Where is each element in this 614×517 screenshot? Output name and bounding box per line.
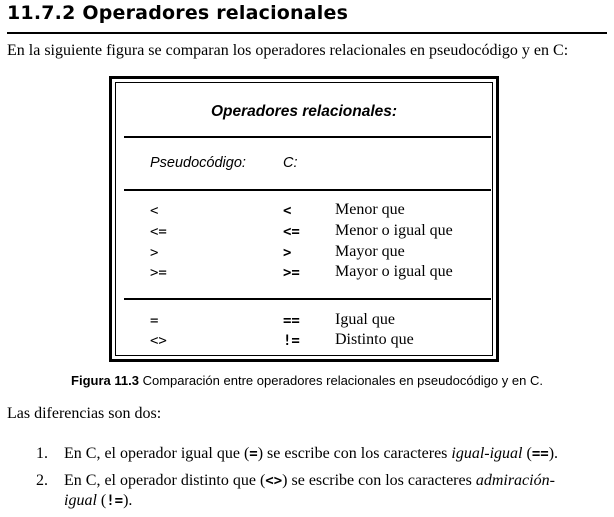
- emphasis: admiración-: [475, 472, 555, 489]
- inline-code: !=: [106, 493, 124, 509]
- differences-intro: Las diferencias son dos:: [7, 405, 162, 422]
- operator-meaning: Distinto que: [335, 331, 414, 348]
- pseudocode-operator: >=: [150, 265, 167, 281]
- text-run: ) se escribe con los caracteres: [257, 445, 452, 462]
- operator-row: [112, 203, 496, 223]
- c-operator: >=: [283, 265, 300, 281]
- caption-text: Comparación entre operadores relacionales en pseudocódigo y en C.: [138, 373, 543, 388]
- operator-row: [112, 224, 496, 244]
- list-number: 1.: [36, 445, 48, 462]
- list-text: [64, 444, 558, 464]
- c-operator: !=: [283, 333, 300, 349]
- list-text: [64, 471, 555, 491]
- pseudocode-operator: <: [150, 203, 159, 219]
- operator-row: [112, 245, 496, 265]
- heading-underline: [7, 32, 607, 34]
- inline-code: <>: [265, 473, 283, 489]
- pseudocode-operator: <>: [150, 333, 167, 349]
- emphasis: igual: [64, 492, 97, 509]
- text-run: En C, el operador igual que (: [64, 445, 250, 462]
- pseudocode-operator: >: [150, 245, 159, 261]
- figure-title: Operadores relacionales:: [210, 103, 398, 120]
- emphasis: igual-igual: [451, 445, 523, 462]
- operator-meaning: Mayor que: [335, 243, 405, 260]
- operator-meaning: Igual que: [335, 311, 395, 328]
- text-run: ) se escribe con los caracteres: [282, 472, 476, 489]
- c-operator: ==: [283, 313, 300, 329]
- c-operator: <=: [283, 224, 300, 240]
- operator-row: [112, 265, 496, 285]
- c-operator: >: [283, 245, 292, 261]
- inline-code: ==: [531, 446, 549, 462]
- column-header-c: C:: [283, 155, 298, 171]
- list-number: 2.: [36, 472, 48, 489]
- figure-box: [109, 76, 499, 362]
- operator-meaning: Menor o igual que: [335, 222, 453, 239]
- caption-label: Figura 11.3: [71, 373, 139, 388]
- column-header-pseudocode: Pseudocódigo:: [150, 155, 246, 171]
- text-run: (: [522, 445, 532, 462]
- text-run: En C, el operador distinto que (: [64, 472, 266, 489]
- inline-code: =: [249, 446, 258, 462]
- list-text-continuation: [64, 491, 132, 511]
- section-number: 11.7.2: [7, 2, 76, 24]
- intro-paragraph: En la siguiente figura se comparan los operadores relacionales en pseudocódigo y en C:: [7, 42, 569, 59]
- text-run: ).: [123, 492, 133, 509]
- operator-row: [112, 313, 496, 333]
- figure-divider: [124, 136, 491, 138]
- section-heading: [7, 2, 348, 24]
- figure-divider: [124, 189, 491, 191]
- operator-row: [112, 333, 496, 353]
- operator-meaning: Menor que: [335, 201, 405, 218]
- section-title: Operadores relacionales: [82, 2, 349, 24]
- c-operator: <: [283, 203, 292, 219]
- text-run: ).: [548, 445, 559, 462]
- operator-meaning: Mayor o igual que: [335, 263, 453, 280]
- pseudocode-operator: <=: [150, 224, 167, 240]
- pseudocode-operator: =: [150, 313, 159, 329]
- figure-caption: [0, 373, 614, 388]
- figure-divider: [124, 298, 491, 300]
- text-run: (: [96, 492, 107, 509]
